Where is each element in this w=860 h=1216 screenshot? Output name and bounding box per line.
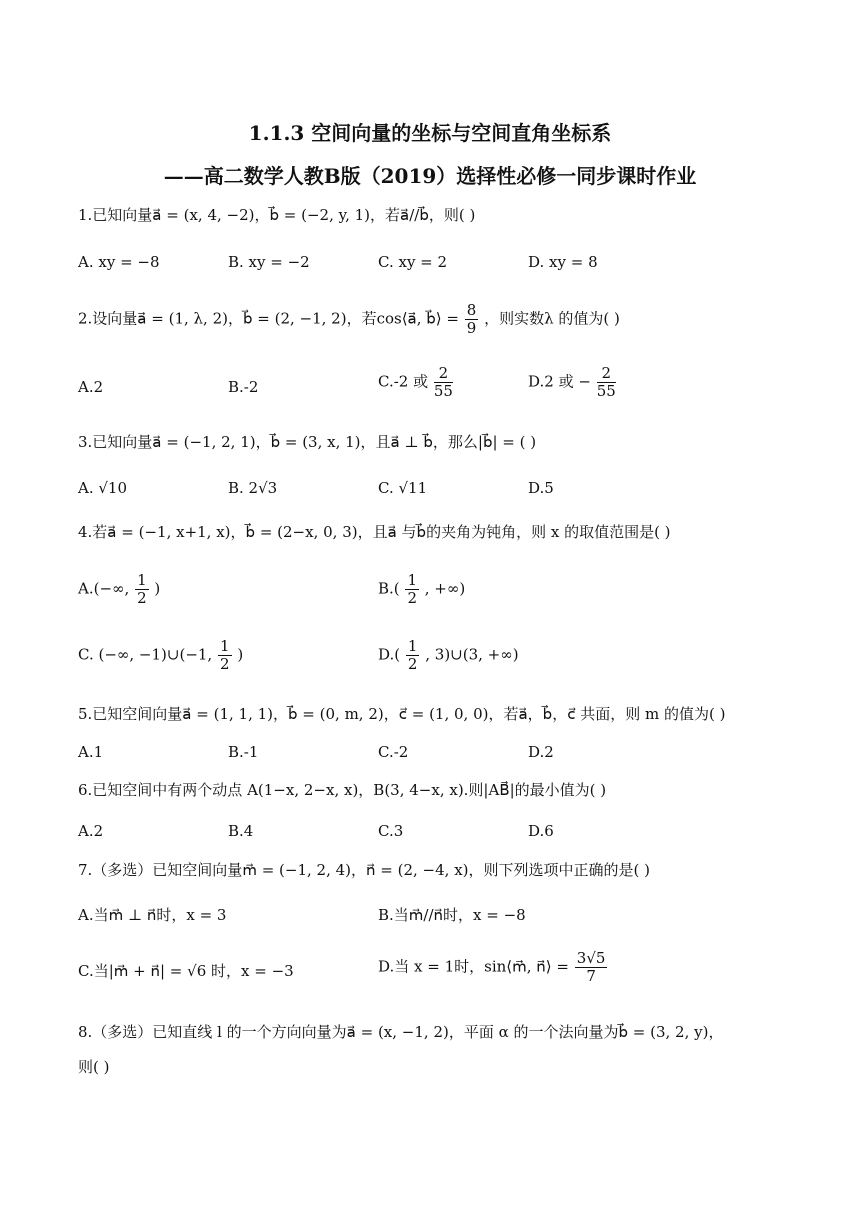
q4-option-d: D.( $\frac{1}{2}$ , 3)∪(3, +∞) <box>378 637 519 673</box>
q4-option-c: C. (−∞, −1)∪(−1, $\frac{1}{2}$ ) <box>78 637 244 673</box>
q2-option-a: A.2 <box>78 378 104 396</box>
q2-option-d: D.2 或 − $\frac{2}{55}$ <box>528 364 616 400</box>
question-4-stem: 4.若a⃗ = (−1, x+1, x)，b⃗ = (2−x, 0, 3)，且a⃗ 与b⃗的夹角为钝角，则 x 的取值范围是( ) <box>78 523 671 541</box>
q6-option-d: D.6 <box>528 822 554 840</box>
q3-option-b: B. 2√3 <box>228 479 278 497</box>
q5-option-a: A.1 <box>78 743 104 761</box>
q3-option-a: A. √10 <box>78 479 128 497</box>
q7-option-a: A.当m⃗ ⊥ n⃗时，x = 3 <box>78 906 227 924</box>
fraction: $\frac{2}{55}$ <box>433 364 453 400</box>
q5-option-d: D.2 <box>528 743 554 761</box>
q6-option-a: A.2 <box>78 822 104 840</box>
question-2-stem: 2.设向量a⃗ = (1, λ, 2)，b⃗ = (2, −1, 2)，若cos⟨a⃗, b⃗⟩ = <box>78 309 459 328</box>
q6-option-c: C.3 <box>378 822 404 840</box>
question-1-stem: 1.已知向量a⃗ = (x, 4, −2)，b⃗ = (−2, y, 1)，若a⃗//b⃗，则( ) <box>78 206 476 224</box>
q3-option-d: D.5 <box>528 479 554 497</box>
question-6-stem: 6.已知空间中有两个动点 A(1−x, 2−x, x)，B(3, 4−x, x).则|AB⃗|的最小值为( ) <box>78 781 607 799</box>
q2-option-c: C.-2 或 $\frac{2}{55}$ <box>378 364 453 400</box>
question-8-stem: 8.（多选）已知直线 l 的一个方向向量为a⃗ = (x, −1, 2)，平面 α 的一个法向量为b⃗ = (3, 2, y)， <box>78 1023 724 1041</box>
fraction: $\frac{1}{2}$ <box>407 571 417 607</box>
question-8 <box>78 1022 723 1042</box>
q6-option-b: B.4 <box>228 822 254 840</box>
fraction: $\frac{8}{9}$ <box>466 301 477 337</box>
fraction: $\frac{3√5}{7}$ <box>576 949 606 985</box>
q2-option-b: B.-2 <box>228 378 259 396</box>
question-5 <box>78 704 725 724</box>
q7-option-d: D.当 x = 1时，sin⟨m⃗, n⃗⟩ = $\frac{3√5}{7}$ <box>378 949 606 985</box>
q3-option-c: C. √11 <box>378 479 428 497</box>
q4-option-b: B.( $\frac{1}{2}$ , +∞) <box>378 571 466 607</box>
question-3 <box>78 432 536 452</box>
question-2 <box>78 302 620 337</box>
q1-option-b: B. xy = −2 <box>228 253 310 271</box>
page-title: 1.1.3 空间向量的坐标与空间直角坐标系 <box>248 121 612 145</box>
q7-option-b: B.当m⃗//n⃗时，x = −8 <box>378 906 526 924</box>
question-5-stem: 5.已知空间向量a⃗ = (1, 1, 1)，b⃗ = (0, m, 2)，c⃗ = (1, 0, 0)，若a⃗，b⃗，c⃗ 共面，则 m 的值为( ) <box>78 705 726 723</box>
question-6 <box>78 780 606 800</box>
q1-option-a: A. xy = −8 <box>78 253 160 271</box>
q5-option-b: B.-1 <box>228 743 259 761</box>
q1-option-c: C. xy = 2 <box>378 253 448 271</box>
fraction: $\frac{2}{55}$ <box>596 364 616 400</box>
page-subtitle: ——高二数学人教B版（2019）选择性必修一同步课时作业 <box>163 164 697 188</box>
question-3-stem: 3.已知向量a⃗ = (−1, 2, 1)，b⃗ = (3, x, 1)，且a⃗ ⊥ b⃗，那么|b⃗| = ( ) <box>78 433 537 451</box>
question-7-stem: 7.（多选）已知空间向量m⃗ = (−1, 2, 4)，n⃗ = (2, −4, x)，则下列选项中正确的是( ) <box>78 861 650 879</box>
q5-option-c: C.-2 <box>378 743 409 761</box>
question-4 <box>78 522 671 542</box>
q7-option-c: C.当|m⃗ + n⃗| = √6 时，x = −3 <box>78 962 294 980</box>
question-8-stem-2: 则( ) <box>78 1058 110 1076</box>
question-1 <box>78 205 475 225</box>
fraction: $\frac{1}{2}$ <box>407 637 418 673</box>
question-8-cont <box>78 1057 109 1077</box>
fraction: $\frac{1}{2}$ <box>137 571 147 607</box>
question-2-stem-end: ，则实数λ 的值为( ) <box>484 309 620 328</box>
q1-option-d: D. xy = 8 <box>528 253 598 271</box>
fraction: $\frac{1}{2}$ <box>219 637 230 673</box>
q4-option-a: A.(−∞, $\frac{1}{2}$ ) <box>78 571 161 607</box>
question-7 <box>78 860 650 880</box>
